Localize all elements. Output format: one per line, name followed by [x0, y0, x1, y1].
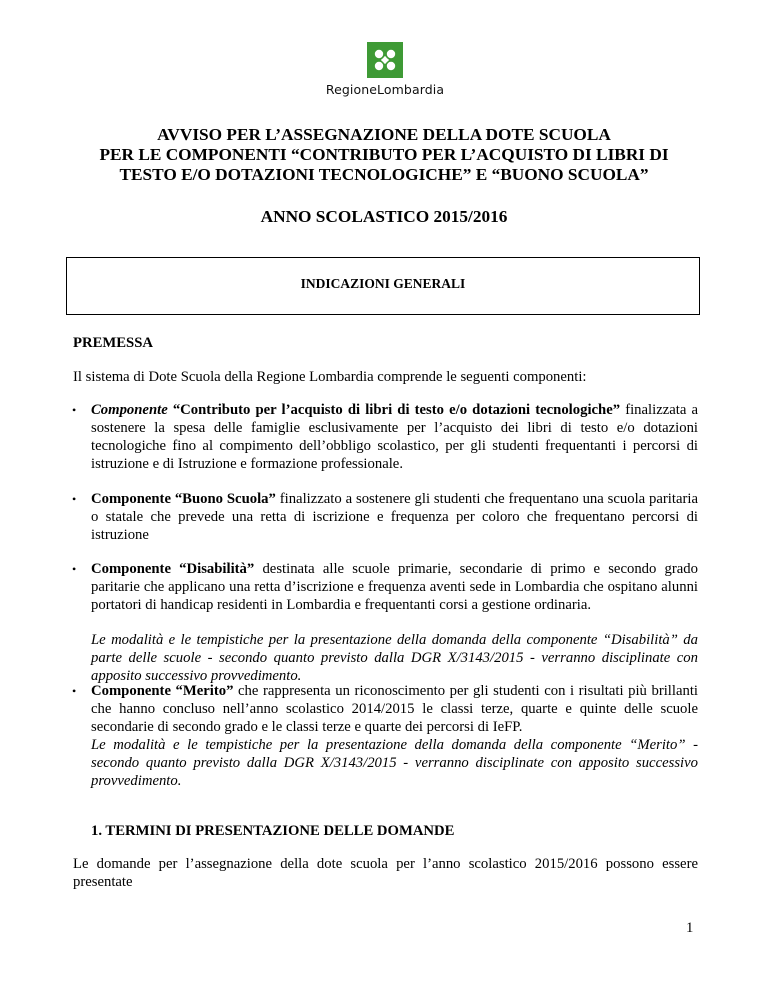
item-note: Le modalità e le tempistiche per la presentazione della domanda della componente “Disabilità” da parte delle scuole - secondo quanto previsto dalla DGR X/3143/2015 - verranno disciplinate con apposito successivo provvedimento. — [91, 632, 698, 684]
page-number: 1 — [686, 920, 694, 936]
list-item — [91, 401, 698, 473]
school-year: ANNO SCOLASTICO 2015/2016 — [260, 207, 508, 226]
item-text: destinata alle scuole primarie, secondarie di primo e secondo grado paritarie che applicano una retta d’iscrizione e frequenza aventi sede in Lombardia che ospitano alunni portatori di handicap residenti in Lombardia e frequentanti corsi a gestione ordinaria. — [91, 561, 698, 613]
bullet-icon: • — [72, 684, 77, 698]
title-line: PER LE COMPONENTI “CONTRIBUTO PER L’ACQUISTO DI LIBRI DI — [99, 145, 669, 164]
regione-lombardia-logo — [305, 42, 465, 97]
document-title — [40, 125, 728, 185]
item-bold: Componente “Buono Scuola” — [91, 491, 276, 507]
section-text: Le domande per l’assegnazione della dote scuola per l’anno scolastico 2015/2016 possono essere presentate — [73, 856, 698, 890]
item-text: finalizzato a sostenere gli studenti che frequentano una scuola paritaria o statale che prevede una retta di iscrizione e frequenza per coloro che frequentano percorsi di istruzione — [91, 491, 698, 543]
bullet-icon: • — [72, 403, 77, 417]
rosa-camuna-icon — [367, 42, 403, 78]
item-text: finalizzata a sostenere la spesa delle famiglie esclusivamente per l’acquisto dei libri di testo e/o dotazioni tecnologiche fino al compimento dell’obbligo scolastico, per gli studenti frequentanti i percorsi di istruzione e di Istruzione e formazione professionale. — [91, 402, 699, 472]
item-bold-italic: Componente — [91, 402, 168, 418]
general-indications-box — [66, 257, 700, 315]
list-item — [91, 560, 698, 614]
premessa-intro: Il sistema di Dote Scuola della Regione Lombardia comprende le seguenti componenti: — [73, 369, 587, 385]
item-bold: “Contributo per l’acquisto di libri di testo e/o dotazioni tecnologiche” — [167, 402, 621, 418]
list-item — [91, 682, 698, 736]
bullet-icon: • — [72, 562, 77, 576]
bullet-icon: • — [72, 492, 77, 506]
premessa-heading: PREMESSA — [73, 335, 153, 351]
title-line: AVVISO PER L’ASSEGNAZIONE DELLA DOTE SCUOLA — [157, 125, 611, 144]
item-bold: Componente “Disabilità” — [91, 561, 255, 577]
item-note: Le modalità e le tempistiche per la presentazione della domanda della componente “Merito” - secondo quanto previsto dalla DGR X/3143/2015 - verranno disciplinate con apposito successivo provvedimento. — [91, 737, 698, 789]
logo-text: RegioneLombardia — [325, 82, 445, 97]
box-label: INDICAZIONI GENERALI — [300, 276, 466, 291]
section-heading: 1. TERMINI DI PRESENTAZIONE DELLE DOMANDE — [91, 823, 455, 839]
item-bold: Componente “Merito” — [91, 683, 234, 699]
title-line: TESTO E/O DOTAZIONI TECNOLOGICHE” E “BUONO SCUOLA” — [119, 165, 649, 184]
item-text: che rappresenta un riconoscimento per gli studenti con i risultati più brillanti che hanno concluso nell’anno scolastico 2014/2015 le classi terze, quarte e quinte delle scuole secondarie di secondo grado e le classi terze e quarte dei percorsi di IeFP. — [91, 683, 698, 735]
list-item — [91, 490, 698, 544]
